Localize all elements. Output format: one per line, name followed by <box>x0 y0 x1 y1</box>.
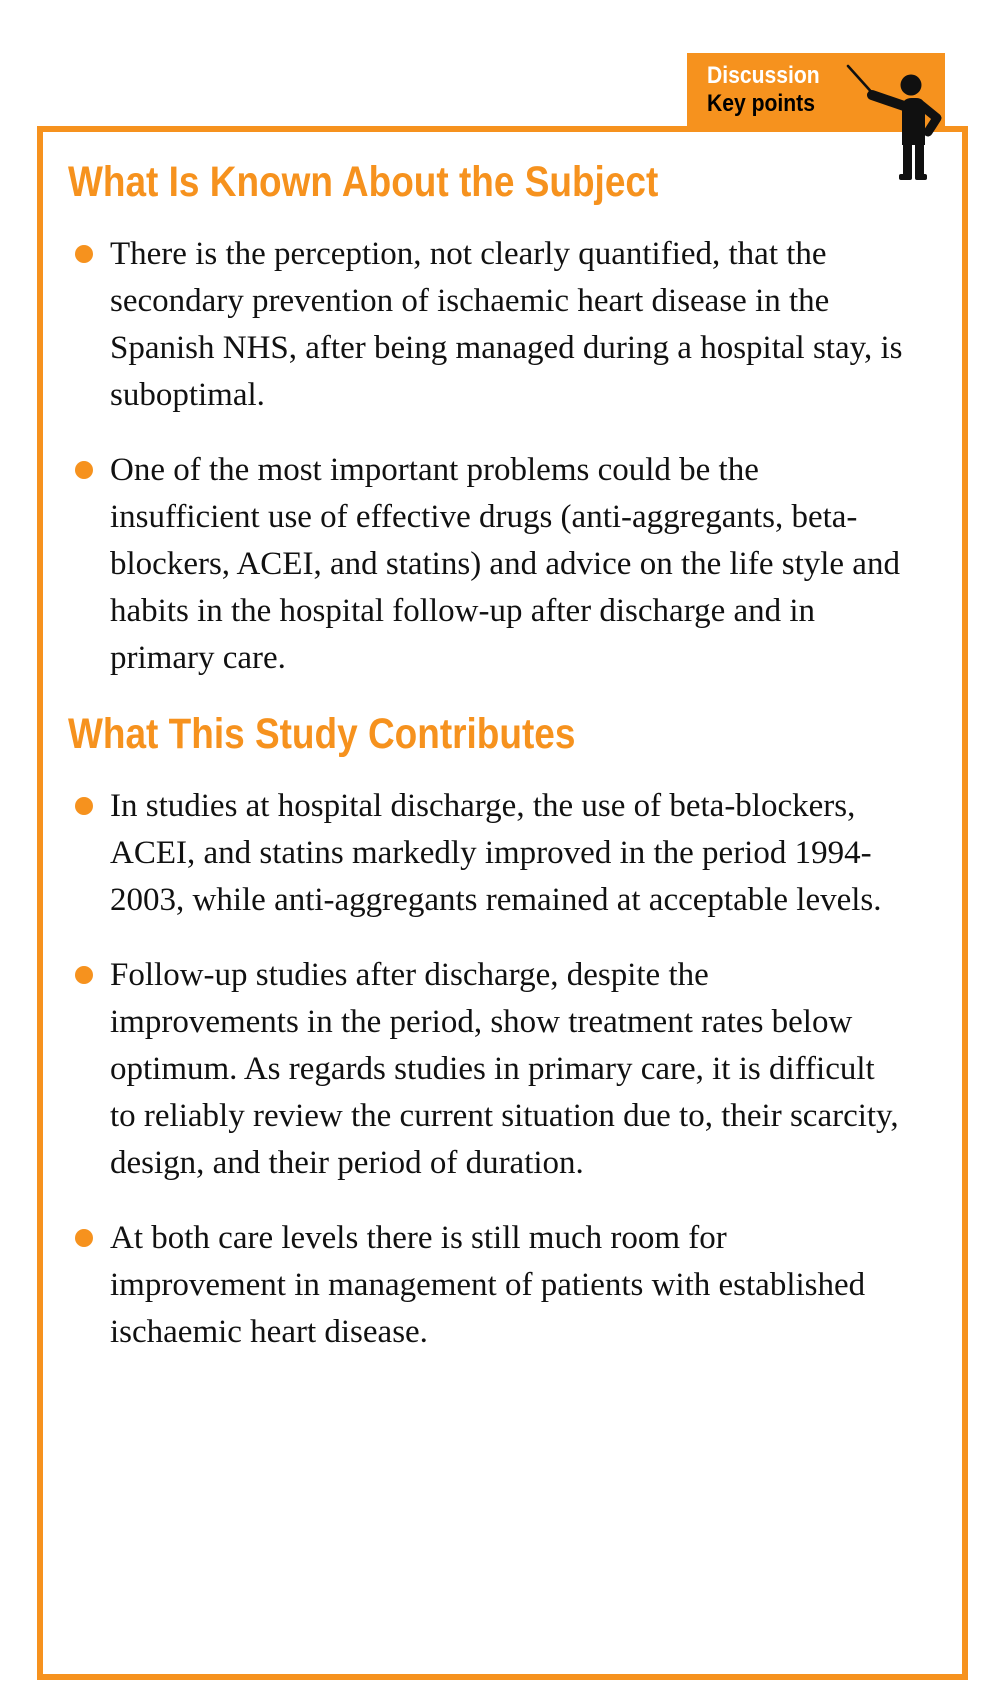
bullet-list-contributes <box>68 783 932 1356</box>
bullet-text: One of the most important problems could be the insufficient use of effective drugs (anti-aggregants, beta-blockers, ACEI, and statins) and advice on the life style and habits in the hospital follow-up after discharge and in primary care. <box>110 452 900 676</box>
bullet-dot-icon <box>75 461 93 479</box>
bullet-text: In studies at hospital discharge, the use of beta-blockers, ACEI, and statins markedly improved in the period 1994-2003, while anti-aggregants remained at acceptable levels. <box>110 788 882 918</box>
list-item <box>68 952 905 1187</box>
tag-line-discussion: Discussion <box>707 62 820 89</box>
bullet-dot-icon <box>75 797 93 815</box>
bullet-dot-icon <box>75 966 93 984</box>
bullet-text: Follow-up studies after discharge, despite the improvements in the period, show treatment rates below optimum. As regards studies in primary care, it is difficult to reliably review the current situation due to, their scarcity, design, and their period of duration. <box>110 957 899 1181</box>
tag-line-keypoints: Key points <box>707 90 815 117</box>
bullet-text: At both care levels there is still much room for improvement in management of patients with established ischaemic heart disease. <box>110 1220 866 1350</box>
bullet-list-known <box>68 231 932 682</box>
list-item <box>68 783 905 924</box>
bullet-dot-icon <box>75 245 93 263</box>
list-item <box>68 1215 905 1356</box>
section-heading-contributes: What This Study Contributes <box>68 710 576 758</box>
key-points-frame <box>37 126 968 1680</box>
key-points-content <box>43 132 962 1356</box>
presenter-with-pointer-icon <box>845 56 945 184</box>
list-item <box>68 447 905 682</box>
list-item <box>68 231 905 419</box>
bullet-text: There is the perception, not clearly quantified, that the secondary prevention of ischaemic heart disease in the Spanish NHS, after being managed during a hospital stay, is suboptimal. <box>110 236 903 413</box>
bullet-dot-icon <box>75 1229 93 1247</box>
section-heading-known: What Is Known About the Subject <box>68 158 659 206</box>
